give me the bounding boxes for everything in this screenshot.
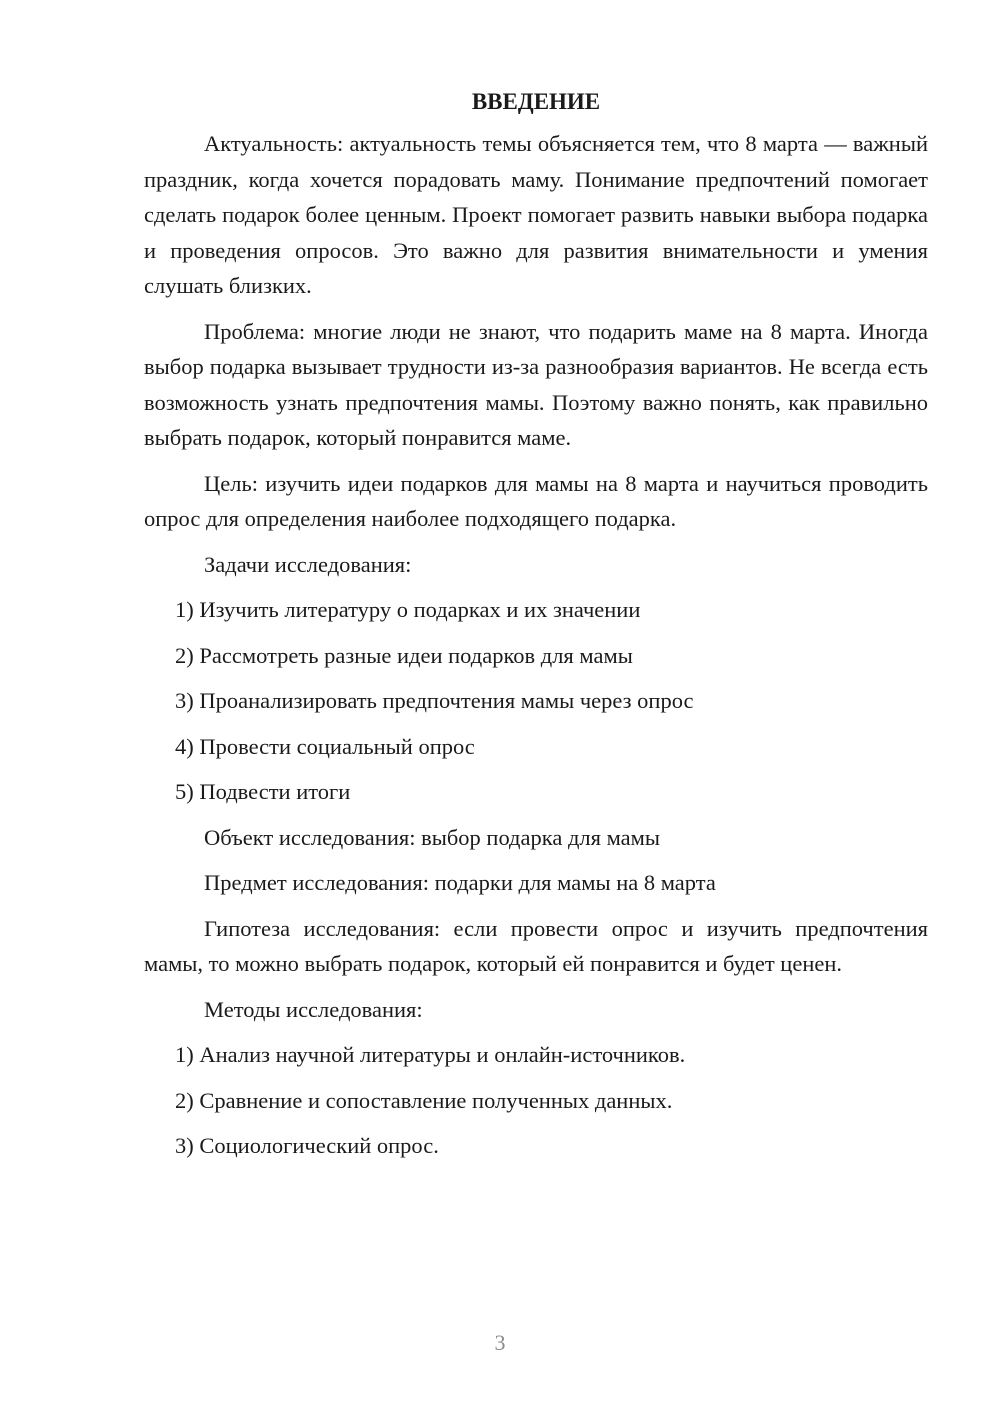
list-item: 3) Проанализировать предпочтения мамы через опрос xyxy=(175,688,694,713)
tasks-heading: Задачи исследования: xyxy=(204,551,412,577)
document-page xyxy=(144,88,928,1174)
list-item: 1) Анализ научной литературы и онлайн-источников. xyxy=(175,1042,686,1067)
tasks-list xyxy=(144,592,928,810)
list-item: 2) Сравнение и сопоставление полученных данных. xyxy=(175,1087,673,1113)
list-item: 5) Подвести итоги xyxy=(175,779,351,804)
list-item: 1) Изучить литературу о подарках и их значении xyxy=(175,597,641,622)
methods-list xyxy=(144,1037,928,1164)
page-title: ВВЕДЕНИЕ xyxy=(471,89,601,114)
research-subject: Предмет исследования: подарки для мамы на 8 марта xyxy=(204,870,716,895)
relevance-paragraph: Актуальность: актуальность темы объясняется тем, что 8 марта — важный праздник, когда хочется порадовать маму. Понимание предпочтений помогает сделать подарок более ценным. Проект помогает развить навыки выбора подарка и проведения опросов. Это важно для развития внимательности и умения слушать близких. xyxy=(144,131,928,298)
hypothesis-paragraph: Гипотеза исследования: если провести опрос и изучить предпочтения мамы, то можно выбрать подарок, который ей понравится и будет ценен. xyxy=(144,915,928,976)
list-item: 4) Провести социальный опрос xyxy=(175,733,475,759)
problem-paragraph: Проблема: многие люди не знают, что подарить маме на 8 марта. Иногда выбор подарка вызывает трудности из-за разнообразия вариантов. Не всегда есть возможность узнать предпочтения мамы. Поэтому важно понять, как правильно выбрать подарок, который понравится маме. xyxy=(144,318,928,450)
list-item: 3) Социологический опрос. xyxy=(175,1133,439,1158)
list-item: 2) Рассмотреть разные идеи подарков для мамы xyxy=(175,642,633,668)
goal-paragraph: Цель: изучить идеи подарков для мамы на 8 марта и научиться проводить опрос для определения наиболее подходящего подарка. xyxy=(144,470,928,531)
page-number: 3 xyxy=(494,1330,506,1355)
research-object: Объект исследования: выбор подарка для мамы xyxy=(204,824,661,850)
methods-heading: Методы исследования: xyxy=(204,996,423,1022)
